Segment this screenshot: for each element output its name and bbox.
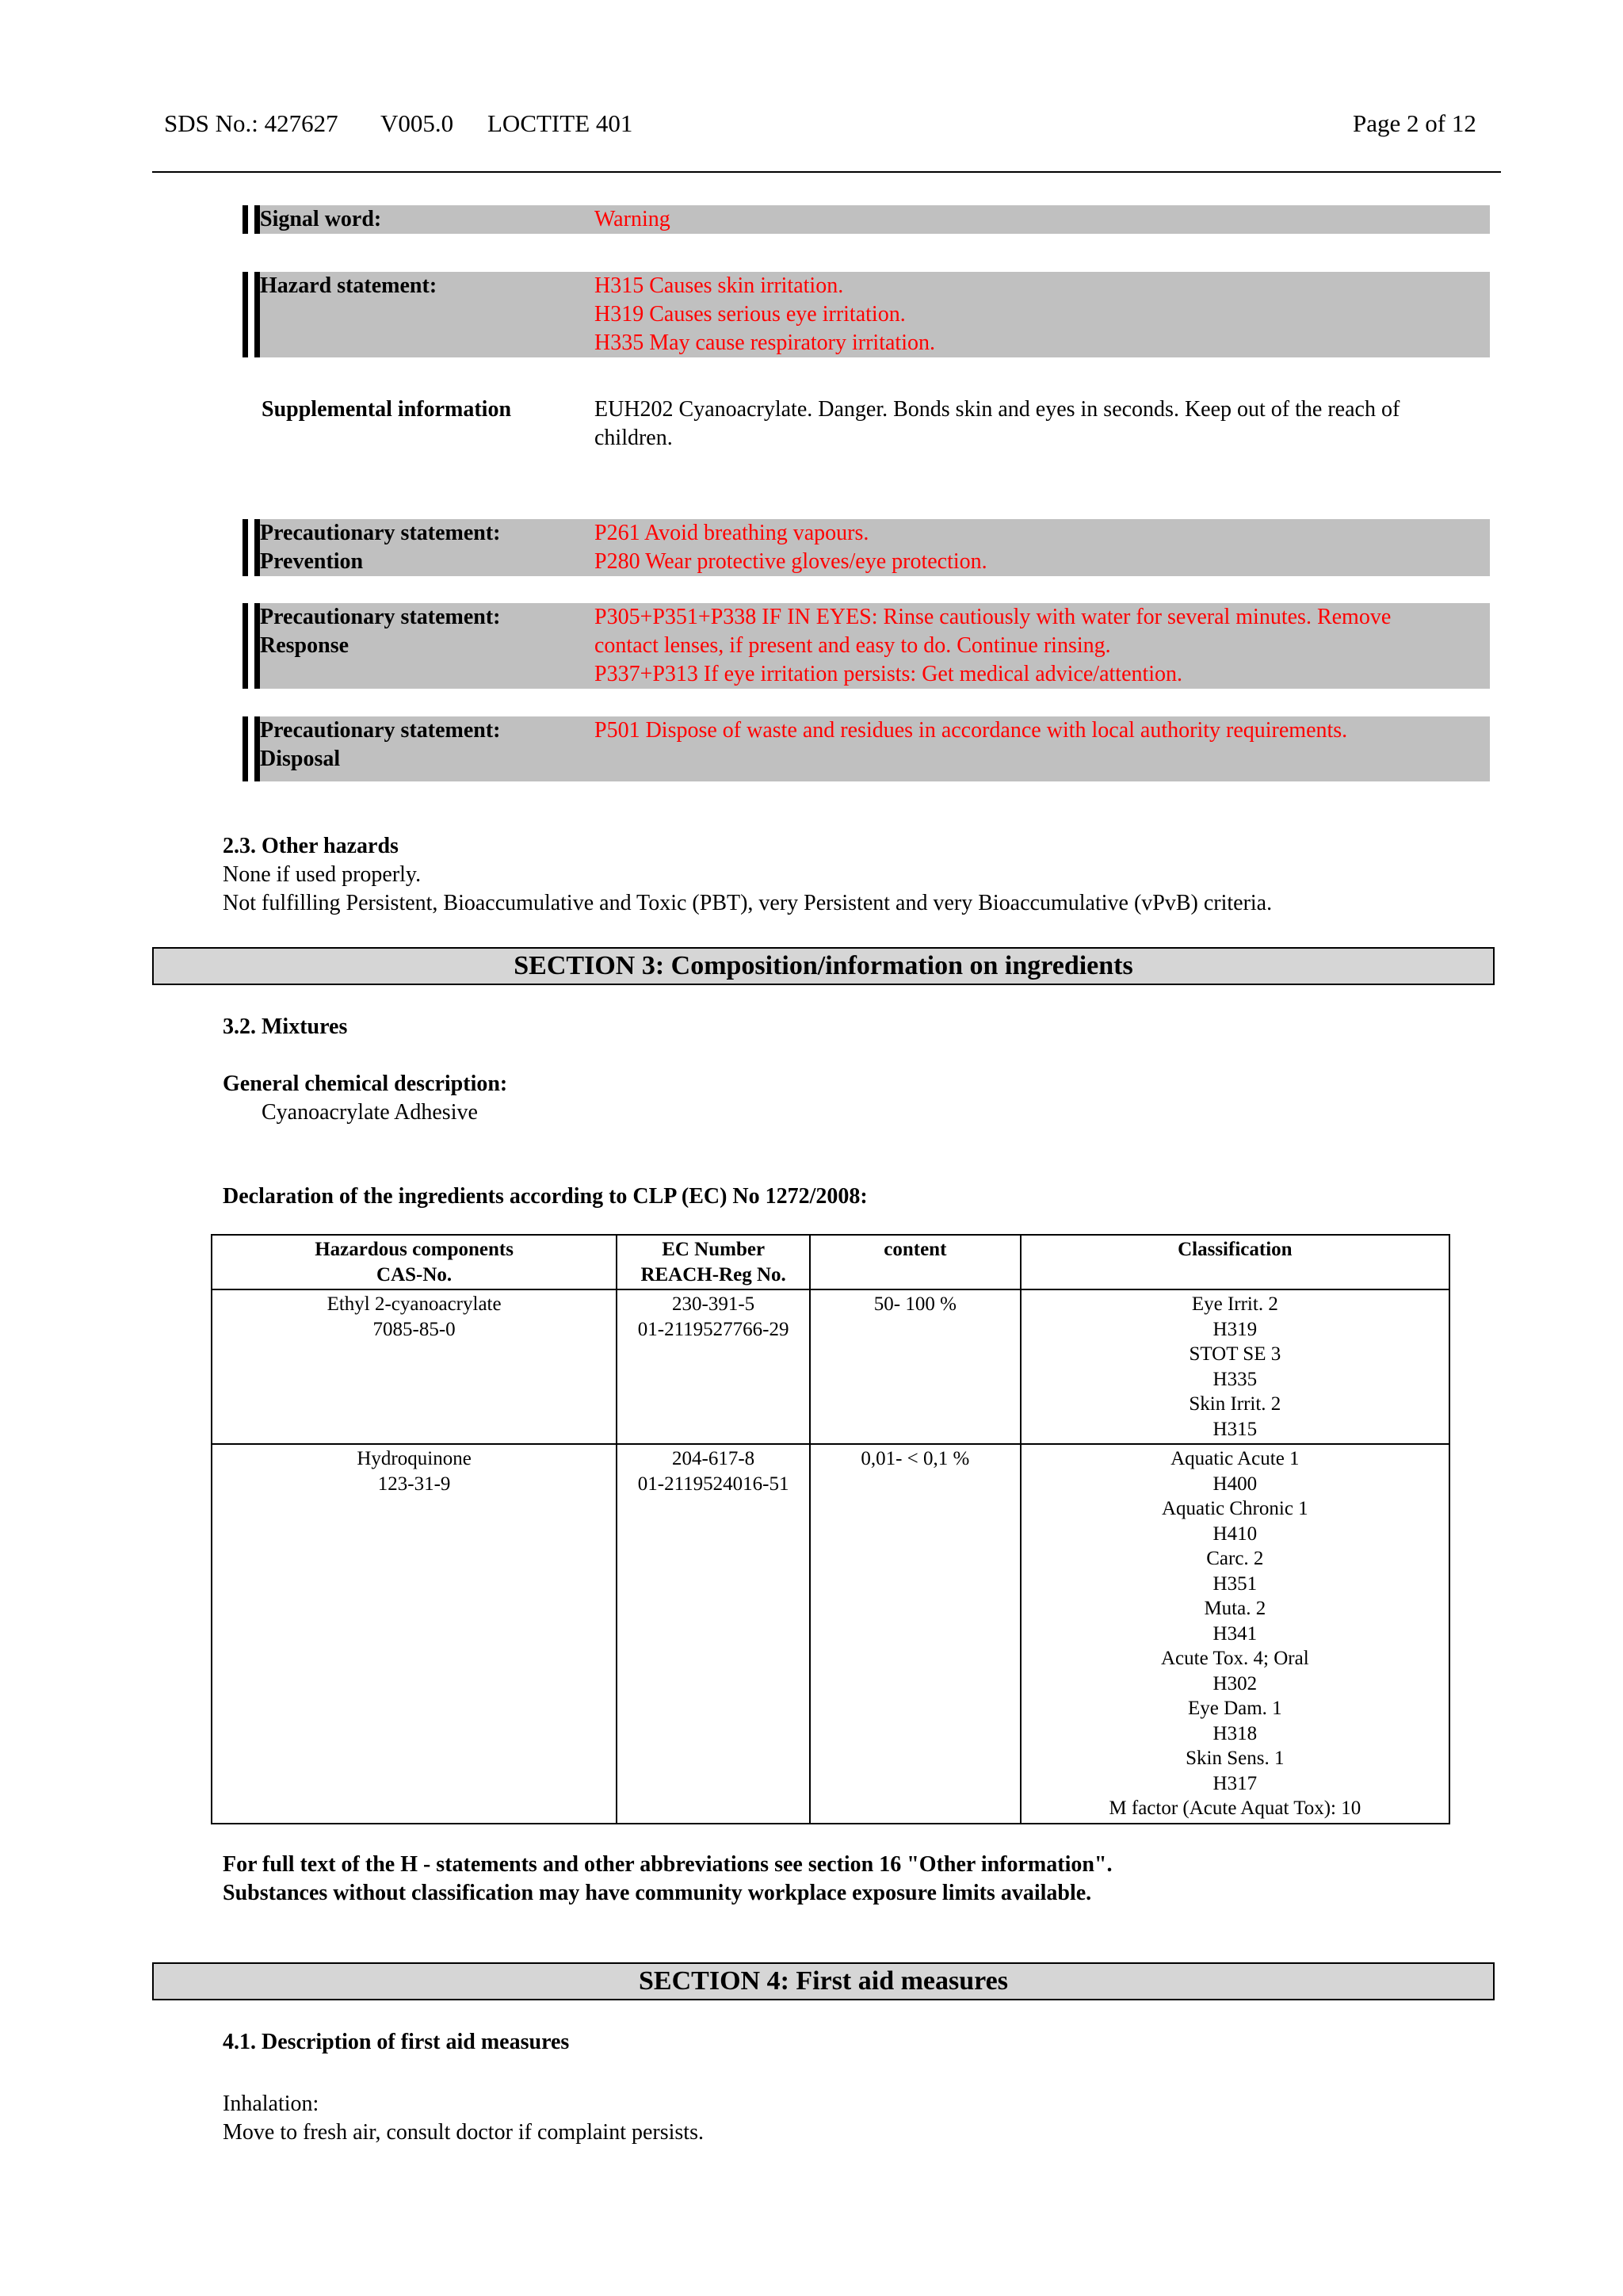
product-name: LOCTITE 401 — [487, 109, 633, 137]
content-cell: 50- 100 % — [810, 1289, 1021, 1444]
classification-cell: Eye Irrit. 2 H319 STOT SE 3 H335 Skin Irrit. 2 H315 — [1021, 1289, 1449, 1444]
signal-word-value: Warning — [594, 207, 670, 231]
signal-word-row — [242, 205, 1490, 234]
page-number: Page 2 of 12 — [1353, 109, 1476, 137]
table-row — [212, 1289, 1449, 1444]
supplemental-value: EUH202 Cyanoacrylate. Danger. Bonds skin and eyes in seconds. Keep out of the reach of children. — [594, 397, 1400, 450]
sds-number: SDS No.: 427627 — [164, 109, 338, 137]
ingredients-table — [211, 1234, 1450, 1824]
disposal-label: Precautionary statement: Disposal — [260, 718, 501, 771]
header-hazardous-components: Hazardous components CAS-No. — [212, 1235, 617, 1289]
response-value: P305+P351+P338 IF IN EYES: Rinse cautiously with water for several minutes. Remove contact lenses, if present and easy to do. Continue rinsing. P337+P313 If eye irritation persists: Get medical advice/attention. — [594, 605, 1392, 686]
declaration-heading: Declaration of the ingredients according to CLP (EC) No 1272/2008: — [223, 1184, 868, 1209]
header-ec-number: EC Number REACH-Reg No. — [617, 1235, 810, 1289]
section-3-title: SECTION 3: Composition/information on ingredients — [152, 947, 1495, 985]
table-header-row — [212, 1235, 1449, 1289]
header-classification: Classification — [1021, 1235, 1449, 1289]
prevention-label: Precautionary statement: Prevention — [260, 521, 501, 574]
disposal-row — [242, 716, 1490, 781]
ec-cell: 204-617-8 01-2119524016-51 — [617, 1444, 810, 1824]
signal-word-label: Signal word: — [260, 207, 382, 231]
table-row — [212, 1444, 1449, 1824]
inhalation-text: Move to fresh air, consult doctor if complaint persists. — [223, 2120, 704, 2145]
inhalation-label: Inhalation: — [223, 2092, 319, 2116]
classification-cell: Aquatic Acute 1 H400 Aquatic Chronic 1 H410 Carc. 2 H351 Muta. 2 H341 Acute Tox. 4; Oral H302 Eye Dam. 1 H318 Skin Sens. 1 H317 M factor (Acute Aquat Tox): 10 — [1021, 1444, 1449, 1824]
hazard-statement-row — [242, 272, 1490, 357]
other-hazards-line-2: Not fulfilling Persistent, Bioaccumulative and Toxic (PBT), very Persistent and very Bioaccumulative (vPvB) criteria. — [223, 891, 1273, 915]
h-statement-note: For full text of the H - statements and other abbreviations see section 16 "Other information". — [223, 1852, 1113, 1877]
component-cell: Hydroquinone 123-31-9 — [212, 1444, 617, 1824]
general-description-heading: General chemical description: — [223, 1072, 508, 1096]
other-hazards-heading: 2.3. Other hazards — [223, 834, 399, 858]
prevention-row — [242, 519, 1490, 576]
section-4-title: SECTION 4: First aid measures — [152, 1962, 1495, 2000]
general-description-value: Cyanoacrylate Adhesive — [262, 1100, 478, 1125]
component-cell: Ethyl 2-cyanoacrylate 7085-85-0 — [212, 1289, 617, 1444]
prevention-value: P261 Avoid breathing vapours. P280 Wear protective gloves/eye protection. — [594, 521, 987, 574]
version: V005.0 — [380, 109, 454, 137]
other-hazards-line-1: None if used properly. — [223, 862, 422, 887]
hazard-statement-label: Hazard statement: — [260, 273, 437, 298]
ec-cell: 230-391-5 01-2119527766-29 — [617, 1289, 810, 1444]
response-row — [242, 603, 1490, 689]
response-label: Precautionary statement: Response — [260, 605, 501, 658]
content-cell: 0,01- < 0,1 % — [810, 1444, 1021, 1824]
mixtures-heading: 3.2. Mixtures — [223, 1014, 348, 1039]
supplemental-label: Supplemental information — [262, 397, 512, 422]
exposure-limits-note: Substances without classification may have community workplace exposure limits available. — [223, 1881, 1092, 1905]
hazard-statement-value: H315 Causes skin irritation. H319 Causes serious eye irritation. H335 May cause respiratory irritation. — [594, 273, 935, 355]
header-rule — [152, 171, 1501, 173]
disposal-value: P501 Dispose of waste and residues in accordance with local authority requirements. — [594, 718, 1348, 743]
first-aid-subheading: 4.1. Description of first aid measures — [223, 2030, 570, 2054]
header-content: content — [810, 1235, 1021, 1289]
